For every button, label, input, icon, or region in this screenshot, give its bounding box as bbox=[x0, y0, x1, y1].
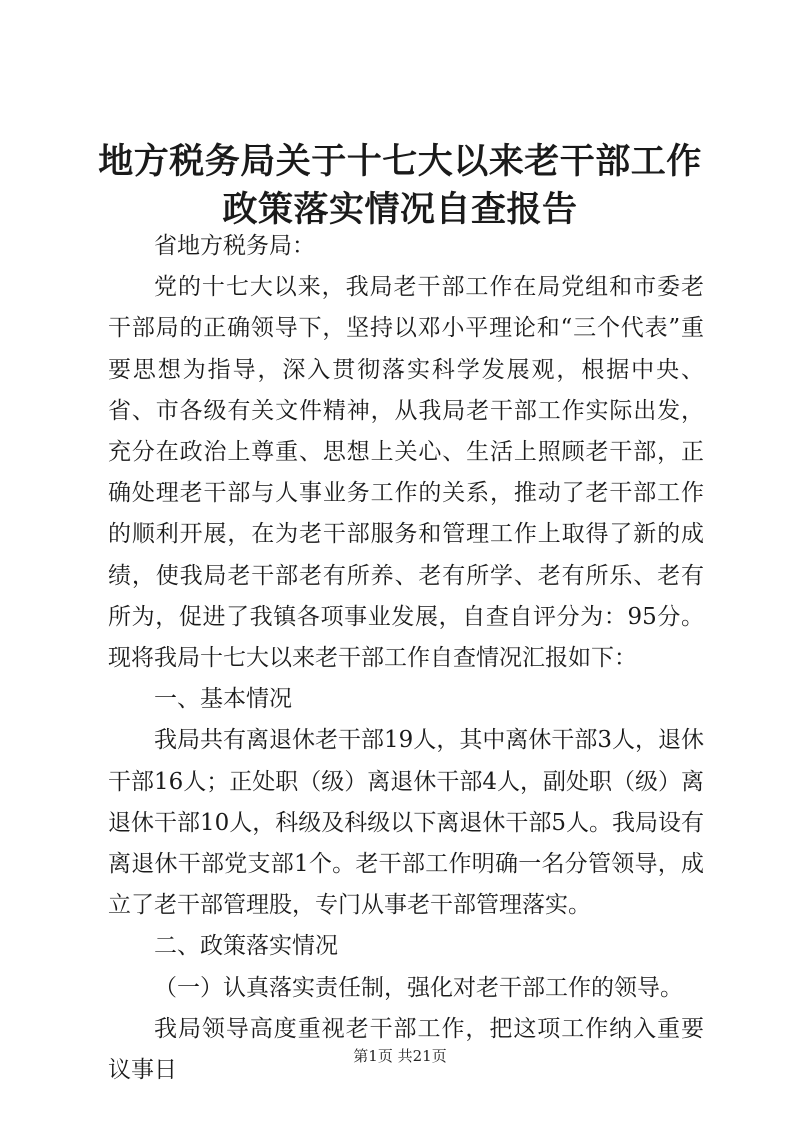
document-title: 地方税务局关于十七大以来老干部工作政策落实情况自查报告 bbox=[98, 141, 702, 230]
salutation-paragraph: 省地方税务局： bbox=[154, 233, 315, 259]
document-body bbox=[108, 226, 704, 1091]
basic-info-paragraph: 我局共有离退休老干部19人，其中离休干部3人，退休干部16人；正处职（级）离退休干部4人，副处职（级）离退休干部10人，科级及科级以下离退休干部5人。我局设有离退休干部党支部1个。老干部工作明确一名分管领导，成立了老干部管理股，专门从事老干部管理落实。 bbox=[108, 727, 704, 919]
responsibility-paragraph: 我局领导高度重视老干部工作，把这项工作纳入重要议事日 bbox=[108, 1015, 704, 1084]
page-number-footer: 第1页 共21页 bbox=[353, 1047, 447, 1065]
subsection-heading-responsibility: （一）认真落实责任制，强化对老干部工作的领导。 bbox=[154, 974, 683, 1001]
section-heading-policy: 二、政策落实情况 bbox=[154, 933, 338, 960]
intro-paragraph: 党的十七大以来，我局老干部工作在局党组和市委老干部局的正确领导下，坚持以邓小平理论和“三个代表”重要思想为指导，深入贯彻落实科学发展观，根据中央、省、市各级有关文件精神，从我局老干部工作实际出发，充分在政治上尊重、思想上关心、生活上照顾老干部，正确处理老干部与人事业务工作的关系，推动了老干部工作的顺利开展，在为老干部服务和管理工作上取得了新的成绩，使我局老干部老有所养、老有所学、老有所乐、老有所为，促进了我镇各项事业发展，自查自评分为：95分。现将我局十七大以来老干部工作自查情况汇报如下： bbox=[108, 274, 704, 672]
section-heading-basic: 一、基本情况 bbox=[154, 686, 292, 713]
